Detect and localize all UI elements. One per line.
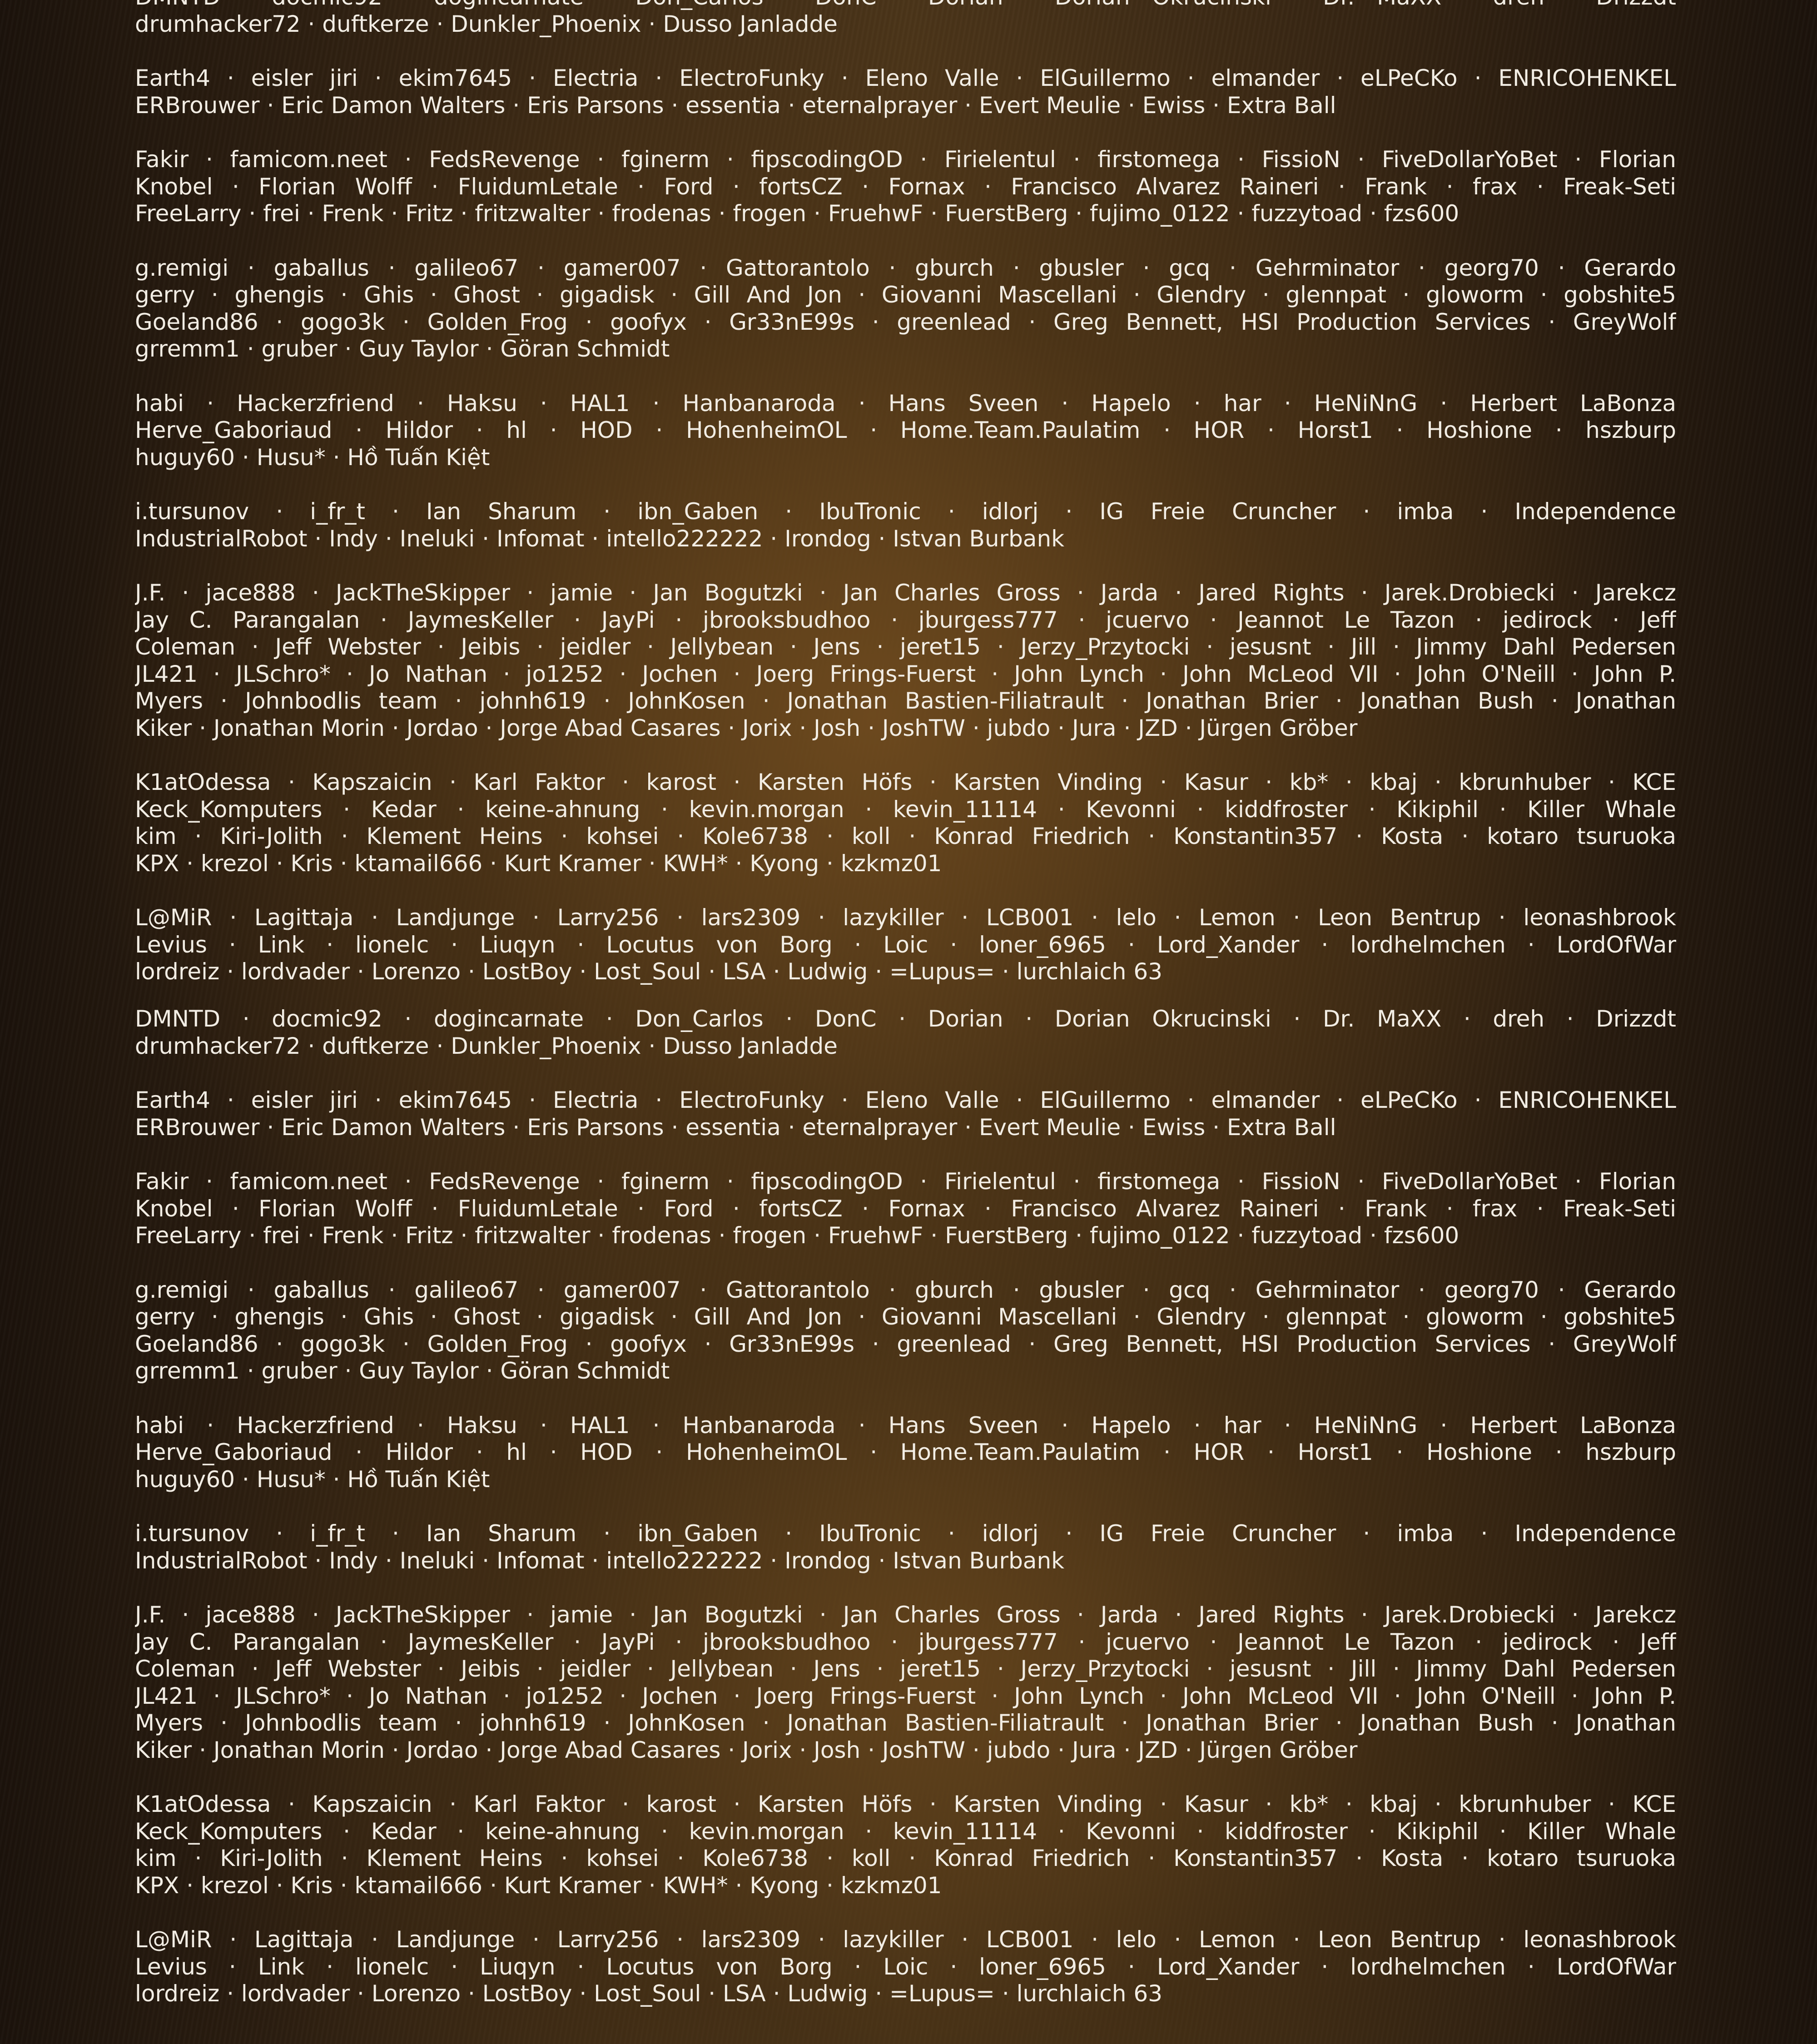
credits-line: L@MiR · Lagittaja · Landjunge · Larry256 · lars2309 · lazykiller · LCB001 · lelo · Lemon · Leon Bentrup · leonashbrook: [135, 1926, 1676, 1954]
credits-line: K1atOdessa · Kapszaicin · Karl Faktor · karost · Karsten Höfs · Karsten Vinding · Kasur · kb* · kbaj · kbrunhuber · KCE: [135, 1791, 1676, 1818]
credits-line: KPX · krezol · Kris · ktamail666 · Kurt Kramer · KWH* · Kyong · kzkmz01: [135, 1872, 1676, 1900]
credits-line: K1atOdessa · Kapszaicin · Karl Faktor · karost · Karsten Höfs · Karsten Vinding · Kasur · kb* · kbaj · kbrunhuber · KCE: [135, 769, 1676, 796]
credits-line: i.tursunov · i_fr_t · Ian Sharum · ibn_Gaben · IbuTronic · idlorj · IG Freie Cruncher · imba · Independence: [135, 1520, 1676, 1548]
credits-line: habi · Hackerzfriend · Haksu · HAL1 · Hanbanaroda · Hans Sveen · Hapelo · har · HeNiNnG · Herbert LaBonza: [135, 390, 1676, 417]
credits-line: Herve_Gaboriaud · Hildor · hl · HOD · HohenheimOL · Home.Team.Paulatim · HOR · Horst1 · Hoshione · hszburp: [135, 417, 1676, 444]
credits-line: ERBrouwer · Eric Damon Walters · Eris Parsons · essentia · eternalprayer · Evert Meulie · Ewiss · Extra Ball: [135, 92, 1676, 119]
credits-line: Jay C. Parangalan · JaymesKeller · JayPi · jbrooksbudhoo · jburgess777 · jcuervo · Jeannot Le Tazon · jedirock · Jeff: [135, 607, 1676, 634]
credits-line: Herve_Gaboriaud · Hildor · hl · HOD · HohenheimOL · Home.Team.Paulatim · HOR · Horst1 · Hoshione · hszburp: [135, 1439, 1676, 1466]
credits-line: grremm1 · gruber · Guy Taylor · Göran Schmidt: [135, 1358, 1676, 1385]
credits-line: lordreiz · lordvader · Lorenzo · LostBoy · Lost_Soul · LSA · Ludwig · =Lupus= · lurchlaich 63: [135, 1980, 1676, 2008]
credits-line: FreeLarry · frei · Frenk · Fritz · fritzwalter · frodenas · frogen · FruehwF · FuerstBerg · fujimo_0122 · fuzzytoad · fzs600: [135, 1222, 1676, 1250]
credits-line: JL421 · JLSchro* · Jo Nathan · jo1252 · Jochen · Joerg Frings-Fuerst · John Lynch · John McLeod VII · John O'Neill · John P.: [135, 661, 1676, 688]
credits-line: kim · Kiri-Jolith · Klement Heins · kohsei · Kole6738 · koll · Konrad Friedrich · Konstantin357 · Kosta · kotaro tsuruoka: [135, 823, 1676, 850]
credits-line: g.remigi · gaballus · galileo67 · gamer007 · Gattorantolo · gburch · gbusler · gcq · Gehrminator · georg70 · Gerardo: [135, 1277, 1676, 1304]
credits-line: g.remigi · gaballus · galileo67 · gamer007 · Gattorantolo · gburch · gbusler · gcq · Gehrminator · georg70 · Gerardo: [135, 255, 1676, 282]
credits-line: Fakir · famicom.neet · FedsRevenge · fginerm · fipscodingOD · Firielentul · firstomega · FissioN · FiveDollarYoBet · Florian: [135, 146, 1676, 174]
credits-line: huguy60 · Husu* · Hồ Tuấn Kiệt: [135, 1466, 1676, 1493]
credits-line: Coleman · Jeff Webster · Jeibis · jeidler · Jellybean · Jens · jeret15 · Jerzy_Przytocki · jesusnt · Jill · Jimmy Dahl Pedersen: [135, 634, 1676, 661]
credits-line: L@MiR · Lagittaja · Landjunge · Larry256 · lars2309 · lazykiller · LCB001 · lelo · Lemon · Leon Bentrup · leonashbrook: [135, 904, 1676, 932]
credits-line: Keck_Komputers · Kedar · keine-ahnung · kevin.morgan · kevin_11114 · Kevonni · kiddfroster · Kikiphil · Killer Whale: [135, 1818, 1676, 1846]
credits-line: drumhacker72 · duftkerze · Dunkler_Phoenix · Dusso Janladde: [135, 1033, 1676, 1060]
credits-line: Earth4 · eisler jiri · ekim7645 · Electria · ElectroFunky · Eleno Valle · ElGuillermo · elmander · eLPeCKo · ENRICOHENKEL: [135, 1087, 1676, 1114]
credits-line: Kiker · Jonathan Morin · Jordao · Jorge Abad Casares · Jorix · Josh · JoshTW · jubdo · Jura · JZD · Jürgen Gröber: [135, 715, 1676, 742]
credits-line: Goeland86 · gogo3k · Golden_Frog · goofyx · Gr33nE99s · greenlead · Greg Bennett, HSI Production Services · GreyWolf: [135, 309, 1676, 336]
credits-line: grremm1 · gruber · Guy Taylor · Göran Schmidt: [135, 336, 1676, 363]
credits-line: i.tursunov · i_fr_t · Ian Sharum · ibn_Gaben · IbuTronic · idlorj · IG Freie Cruncher · imba · Independence: [135, 498, 1676, 526]
credits-line: Fakir · famicom.neet · FedsRevenge · fginerm · fipscodingOD · Firielentul · firstomega · FissioN · FiveDollarYoBet · Florian: [135, 1168, 1676, 1196]
credits-line: Jay C. Parangalan · JaymesKeller · JayPi · jbrooksbudhoo · jburgess777 · jcuervo · Jeannot Le Tazon · jedirock · Jeff: [135, 1629, 1676, 1656]
credits-line: Earth4 · eisler jiri · ekim7645 · Electria · ElectroFunky · Eleno Valle · ElGuillermo · elmander · eLPeCKo · ENRICOHENKEL: [135, 65, 1676, 92]
credits-line: Coleman · Jeff Webster · Jeibis · jeidler · Jellybean · Jens · jeret15 · Jerzy_Przytocki · jesusnt · Jill · Jimmy Dahl Pedersen: [135, 1656, 1676, 1683]
credits-line: huguy60 · Husu* · Hồ Tuấn Kiệt: [135, 444, 1676, 471]
credits-line: DMNTD · docmic92 · dogincarnate · Don_Carlos · DonC · Dorian · Dorian Okrucinski · Dr. MaXX · dreh · Drizzdt: [135, 1006, 1676, 1033]
credits-line: Knobel · Florian Wolff · FluidumLetale · Ford · fortsCZ · Fornax · Francisco Alvarez Raineri · Frank · frax · Freak-Seti: [135, 174, 1676, 201]
credits-line: Keck_Komputers · Kedar · keine-ahnung · kevin.morgan · kevin_11114 · Kevonni · kiddfroster · Kikiphil · Killer Whale: [135, 796, 1676, 824]
credits-line: habi · Hackerzfriend · Haksu · HAL1 · Hanbanaroda · Hans Sveen · Hapelo · har · HeNiNnG · Herbert LaBonza: [135, 1412, 1676, 1439]
credits-line: gerry · ghengis · Ghis · Ghost · gigadisk · Gill And Jon · Giovanni Mascellani · Glendry · glennpat · gloworm · gobshite5: [135, 1304, 1676, 1331]
credits-line: Levius · Link · lionelc · Liuqyn · Locutus von Borg · Loic · loner_6965 · Lord_Xander · lordhelmchen · LordOfWar: [135, 932, 1676, 959]
credits-line: Kiker · Jonathan Morin · Jordao · Jorge Abad Casares · Jorix · Josh · JoshTW · jubdo · Jura · JZD · Jürgen Gröber: [135, 1737, 1676, 1764]
credits-line: ERBrouwer · Eric Damon Walters · Eris Parsons · essentia · eternalprayer · Evert Meulie · Ewiss · Extra Ball: [135, 1114, 1676, 1141]
credits-line: lordreiz · lordvader · Lorenzo · LostBoy · Lost_Soul · LSA · Ludwig · =Lupus= · lurchlaich 63: [135, 958, 1676, 986]
credits-line: Knobel · Florian Wolff · FluidumLetale · Ford · fortsCZ · Fornax · Francisco Alvarez Raineri · Frank · frax · Freak-Seti: [135, 1196, 1676, 1223]
credits-line: KPX · krezol · Kris · ktamail666 · Kurt Kramer · KWH* · Kyong · kzkmz01: [135, 850, 1676, 878]
credits-line: Goeland86 · gogo3k · Golden_Frog · goofyx · Gr33nE99s · greenlead · Greg Bennett, HSI Production Services · GreyWolf: [135, 1331, 1676, 1358]
credits-line: IndustrialRobot · Indy · Ineluki · Infomat · intello222222 · Irondog · Istvan Burbank: [135, 1548, 1676, 1575]
credits-line: J.F. · jace888 · JackTheSkipper · jamie · Jan Bogutzki · Jan Charles Gross · Jarda · Jared Rights · Jarek.Drobiecki · Jarekcz: [135, 1602, 1676, 1629]
credits-line: kim · Kiri-Jolith · Klement Heins · kohsei · Kole6738 · koll · Konrad Friedrich · Konstantin357 · Kosta · kotaro tsuruoka: [135, 1845, 1676, 1872]
credits-line: JL421 · JLSchro* · Jo Nathan · jo1252 · Jochen · Joerg Frings-Fuerst · John Lynch · John McLeod VII · John O'Neill · John P.: [135, 1683, 1676, 1710]
credits-line: gerry · ghengis · Ghis · Ghost · gigadisk · Gill And Jon · Giovanni Mascellani · Glendry · glennpat · gloworm · gobshite5: [135, 282, 1676, 309]
credits-line: drumhacker72 · duftkerze · Dunkler_Phoenix · Dusso Janladde: [135, 11, 1676, 38]
credits-line: Levius · Link · lionelc · Liuqyn · Locutus von Borg · Loic · loner_6965 · Lord_Xander · lordhelmchen · LordOfWar: [135, 1954, 1676, 1981]
credits-line: Myers · Johnbodlis team · johnh619 · JohnKosen · Jonathan Bastien-Filiatrault · Jonathan Brier · Jonathan Bush · Jonathan: [135, 1710, 1676, 1737]
credits-line: J.F. · jace888 · JackTheSkipper · jamie · Jan Bogutzki · Jan Charles Gross · Jarda · Jared Rights · Jarek.Drobiecki · Jarekcz: [135, 580, 1676, 607]
credits-line: IndustrialRobot · Indy · Ineluki · Infomat · intello222222 · Irondog · Istvan Burbank: [135, 526, 1676, 553]
credits-line: Myers · Johnbodlis team · johnh619 · JohnKosen · Jonathan Bastien-Filiatrault · Jonathan Brier · Jonathan Bush · Jonathan: [135, 688, 1676, 715]
credits-line: FreeLarry · frei · Frenk · Fritz · fritzwalter · frodenas · frogen · FruehwF · FuerstBerg · fujimo_0122 · fuzzytoad · fzs600: [135, 200, 1676, 228]
